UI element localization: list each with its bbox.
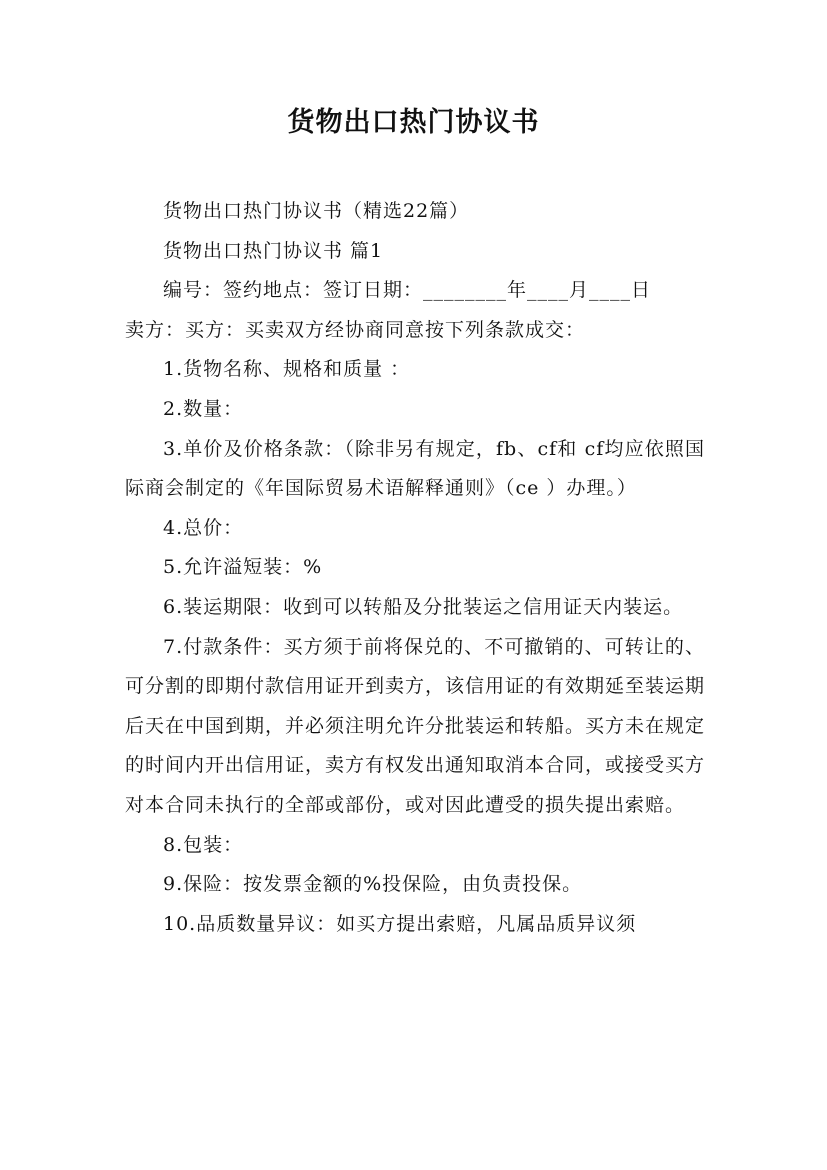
paragraph-clause-4: 4.总价： [163,516,244,539]
paragraph-clause-8: 8.包装： [163,833,244,856]
paragraph-contract-info: 编号：签约地点：签订日期：________年____月____日 [163,279,652,302]
paragraph-clause-2: 2.数量： [163,397,244,420]
paragraph-clause-6: 6.装运期限：收到可以转船及分批装运之信用证天内装运。 [163,595,684,618]
paragraph-clause-1: 1.货物名称、规格和质量 ： [163,358,411,381]
paragraph-section-heading: 货物出口热门协议书 篇1 [163,239,384,262]
paragraph-clause-7: 7.付款条件：买方须于前将保兑的、不可撤销的、可转让的、可分割的即期付款信用证开到卖方，该信用证的有效期延至装运期后天在中国到期，并必须注明允许分批装运和转船。买方未在规定的时间内开出信用证，卖方有权发出通知取消本合同，或接受买方对本合同未执行的全部或部份，或对因此遭受的损失提出索赔。 [125,635,706,816]
paragraph-subtitle: 货物出口热门协议书（精选22篇） [163,200,470,222]
paragraph-clause-9: 9.保险：按发票金额的%投保险，由负责投保。 [163,873,583,896]
paragraph-clause-10: 10.品质数量异议：如买方提出索赔，凡属品质异议须 [163,912,637,935]
document-body [125,192,705,944]
paragraph-clause-5: 5.允许溢短装：% [163,556,323,579]
paragraph-parties: 卖方：买方：买卖双方经协商同意按下列条款成交： [125,318,586,341]
paragraph-clause-3: 3.单价及价格条款：（除非另有规定，fb、cf和 cf均应依照国际商会制定的《年国际贸易术语解释通则》（ce ）办理。） [125,437,705,500]
document-title: 货物出口热门协议书 [287,107,540,138]
